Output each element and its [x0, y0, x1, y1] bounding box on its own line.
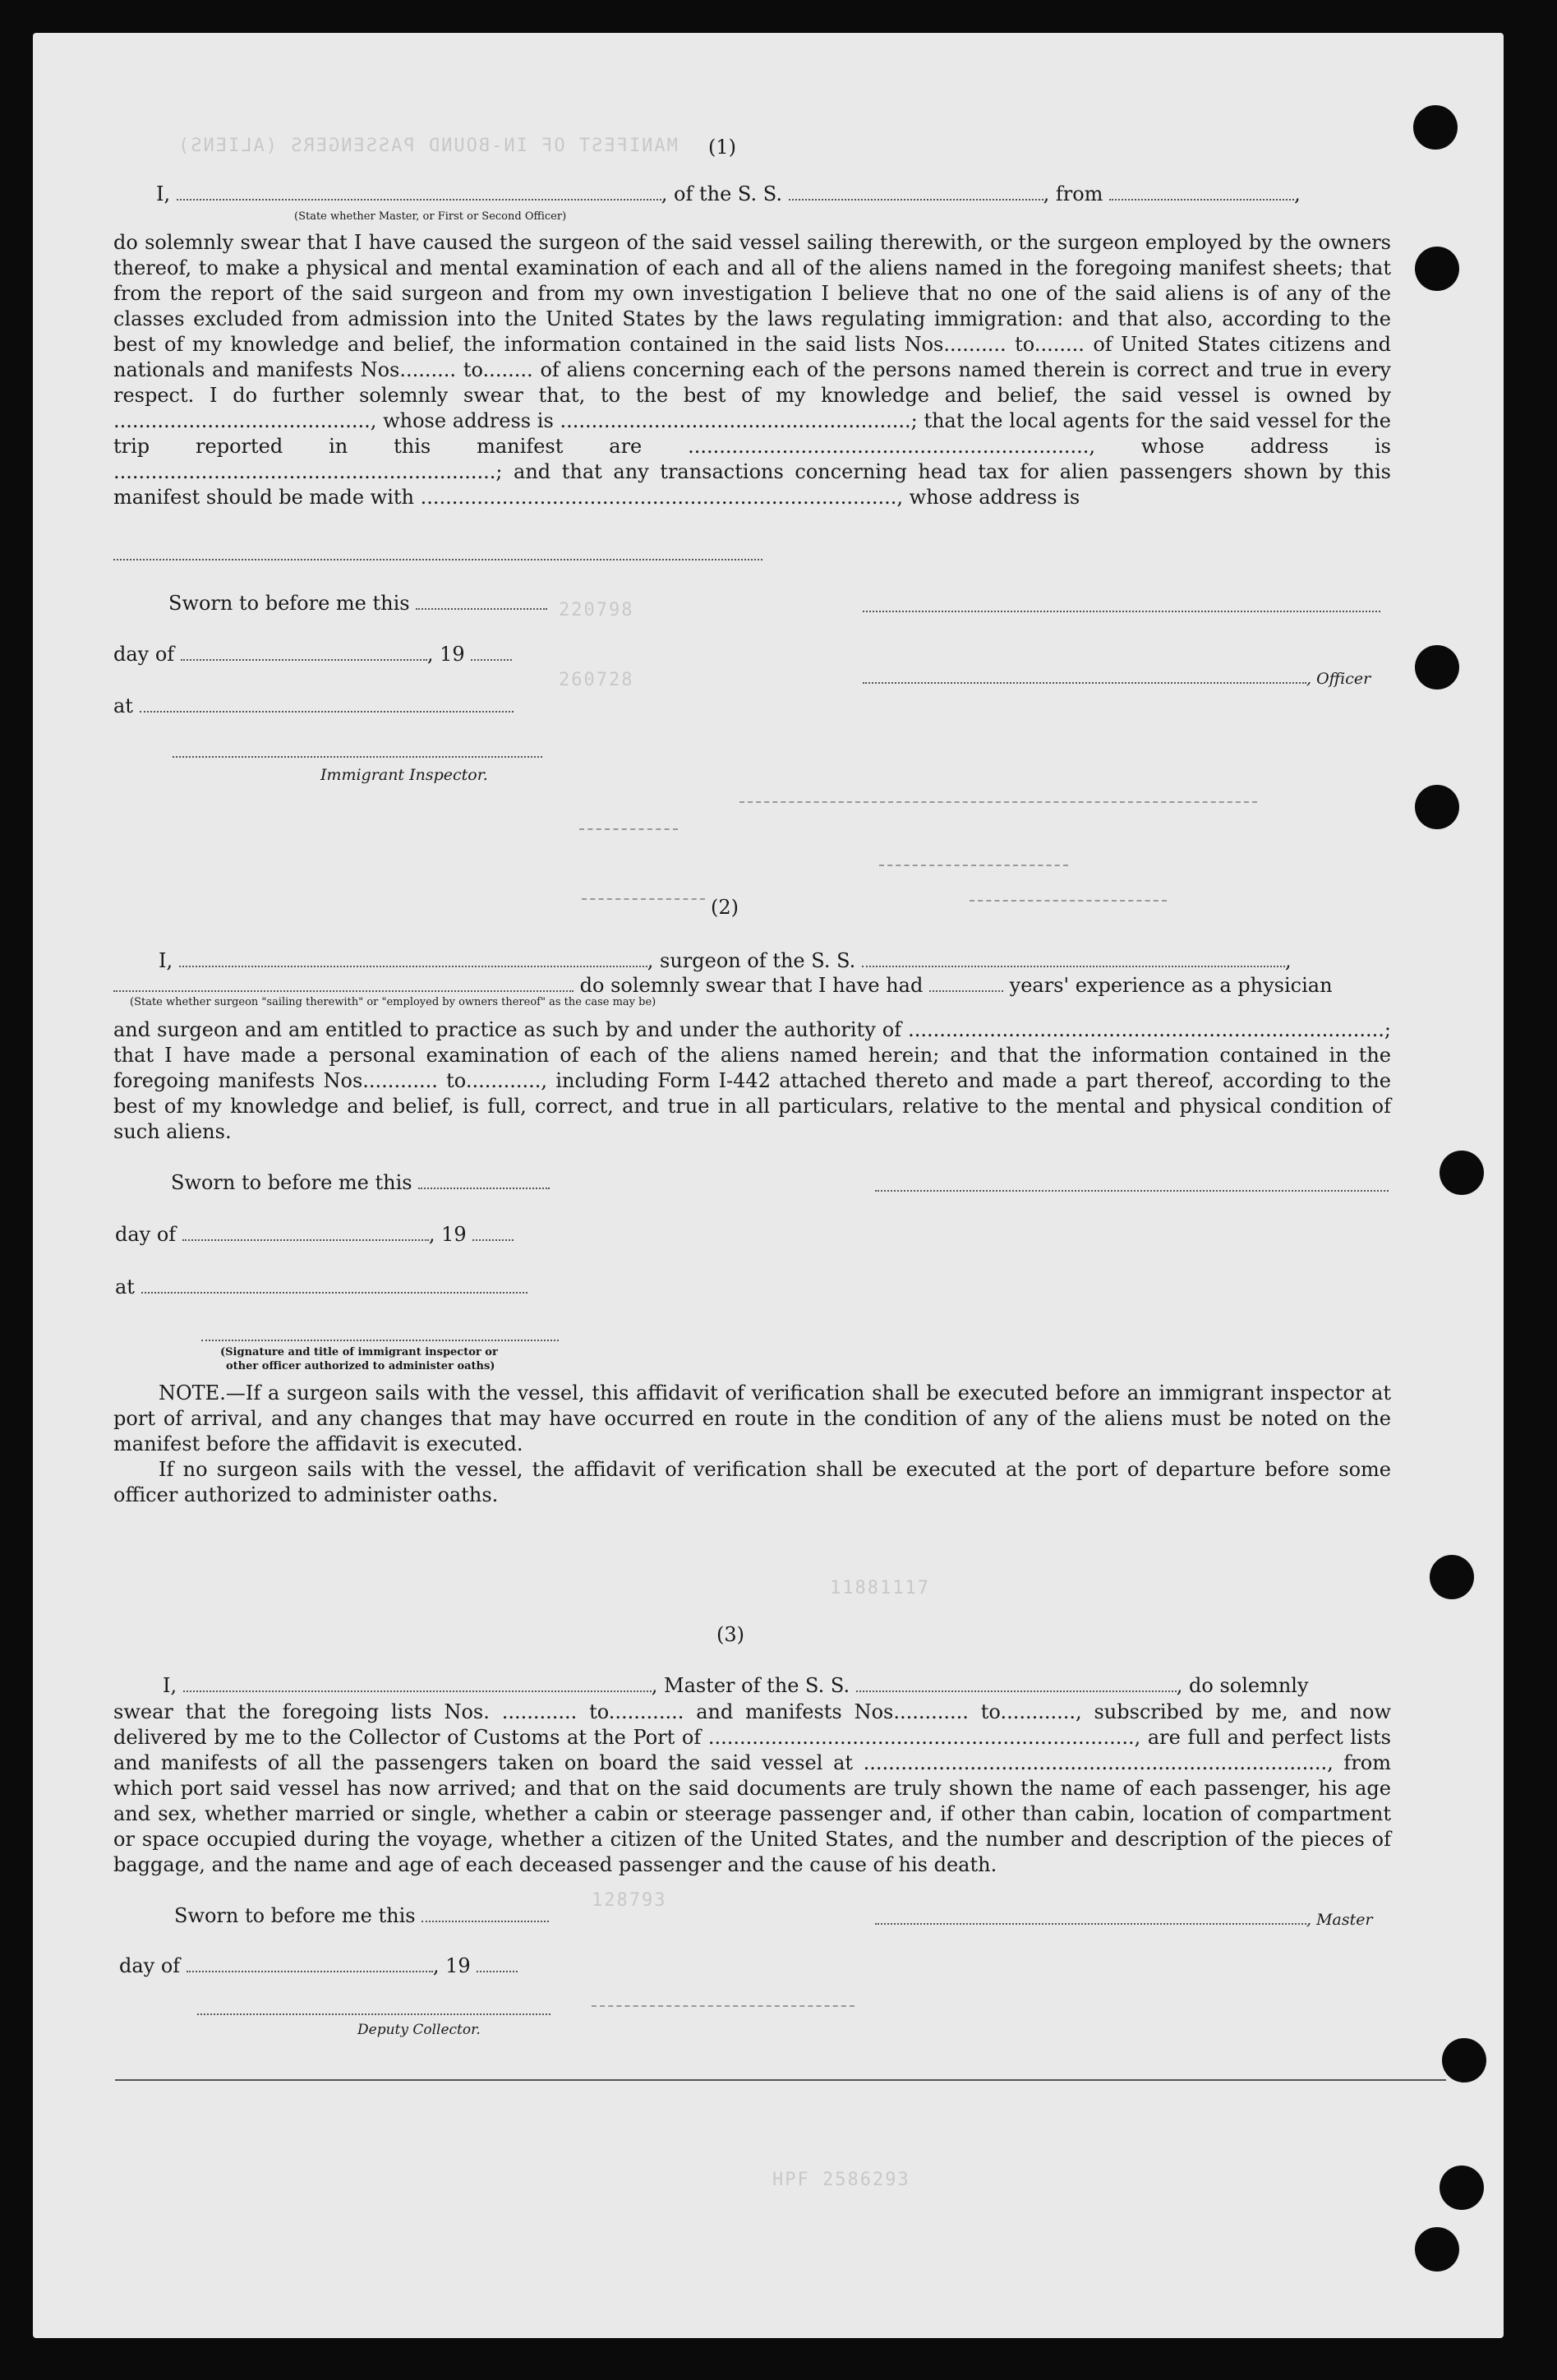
from-port-field[interactable]: [1109, 182, 1294, 201]
day-of-field-3[interactable]: [187, 1954, 433, 1972]
section-2-second-line: do solemnly swear that I have had years' experience as a physician: [113, 974, 1333, 997]
at-place-field[interactable]: [140, 694, 514, 713]
punch-hole: [1413, 105, 1458, 150]
section-2-day-of: day of , 19: [115, 1223, 514, 1246]
decorative-dashes: [579, 828, 678, 830]
surgeon-note: NOTE.—If a surgeon sails with the vessel, this affidavit of verification shall be executed before an immigrant inspector at port of arrival, and any changes that may have occurred en route in the condition of any of the aliens must be noted on the manifest before the affidavit is executed.: [113, 1381, 1391, 1455]
from-label: , from: [1043, 182, 1103, 205]
section-2-oath-paragraph: and surgeon and am entitled to practice as such by and under the authority of ............................................................................; that I have made a personal examination of each of the aliens named herein; and that the information contained in the foregoing manifests Nos............ to............, including Form I-442 attached thereto and made a part thereof, according to the best of my knowledge and belief, is full, correct, and true in all particulars, relative to the mental and physical condition of such aliens.: [113, 1018, 1391, 1143]
decorative-dashes: [592, 2005, 855, 2007]
punch-hole: [1440, 1151, 1484, 1195]
section-3-number: (3): [716, 1623, 744, 1646]
section-1-first-line: I, , of the S. S. , from ,: [156, 182, 1301, 205]
head-tax-address-line: [113, 559, 762, 560]
day-of-field-2[interactable]: [182, 1223, 429, 1241]
at-place-field-2[interactable]: [141, 1275, 527, 1294]
section-1-prefix: I,: [156, 182, 171, 205]
section-1-oath-paragraph: do solemnly swear that I have caused the surgeon of the said vessel sailing therewith, or the surgeon employed by the owners thereof, to make a physical and mental examination of each and all of the aliens named in the foregoing manifest sheets; that from the report of the said surgeon and from my own investigation I believe that no one of the said aliens is of any of the classes excluded from admission into the United States by the laws regulating immigration: and that also, according to the best of my knowledge and belief, the information contained in the said lists Nos.......... to........ of United States citizens and nationals and manifests Nos......... to........ of aliens concerning each of the persons named therein is correct and true in every respect. I do further solemnly swear that, to the best of my knowledge and belief, the said vessel is owned by ........................................., whose address is ........................................................; that the local agents for the said vessel for the trip reported in this manifest are ................................................................, whose address is .............................................................; and that any transactions concerning head tax for alien passengers shown by this manifest should be made with ............................................................................, whose address is: [113, 231, 1391, 509]
years-experience-field[interactable]: [929, 974, 1003, 992]
section-1-at: at: [113, 694, 514, 717]
section-2-number: (2): [711, 896, 739, 919]
punch-hole: [1415, 785, 1459, 829]
no-surgeon-note: If no surgeon sails with the vessel, the affidavit of verification shall be executed at the port of departure before some officer authorized to administer oaths.: [113, 1458, 1391, 1506]
bleed-through-text: 260728: [559, 670, 634, 690]
punch-hole: [1415, 2227, 1459, 2272]
sworn-date-field-3[interactable]: [421, 1904, 549, 1922]
section-1-number: (1): [708, 136, 736, 159]
bleed-through-text: 128793: [592, 1890, 667, 1911]
year-field[interactable]: [471, 643, 512, 661]
punch-hole: [1442, 2038, 1486, 2082]
section-3-first-line: I, , Master of the S. S. , do solemnly: [163, 1674, 1309, 1697]
decorative-dashes: [739, 801, 1257, 803]
section-1-sworn: Sworn to before me this: [168, 592, 547, 615]
section-2-signer-line-1: (Signature and title of immigrant inspector or: [220, 1346, 498, 1358]
section-2-sworn: Sworn to before me this: [171, 1171, 550, 1194]
section-1-day-of: day of , 19: [113, 643, 512, 666]
section-1-instruction: (State whether Master, or First or Second Officer): [294, 210, 567, 223]
sworn-date-field[interactable]: [416, 592, 547, 610]
decorative-dashes: [582, 898, 705, 900]
collector-signature-line: [197, 2013, 550, 2015]
year-field-3[interactable]: [477, 1954, 518, 1972]
sworn-date-field-2[interactable]: [418, 1171, 550, 1189]
manifest-affidavit-page: [33, 33, 1504, 2338]
officer-name-field[interactable]: [177, 182, 661, 201]
surgeon-ship-field[interactable]: [862, 949, 1285, 967]
bleed-through-text: HPF 2586293: [772, 2170, 910, 2190]
section-2-signer-line-2: other officer authorized to administer oaths): [226, 1360, 495, 1372]
inspector-signature-line-2: [201, 1340, 559, 1341]
punch-hole: [1430, 1555, 1474, 1599]
section-3-sworn: Sworn to before me this: [174, 1904, 549, 1927]
master-ship-field[interactable]: [856, 1674, 1177, 1692]
decorative-dashes: [970, 900, 1167, 902]
punch-hole: [1415, 645, 1459, 690]
decorative-dashes: [879, 865, 1068, 866]
punch-hole: [1415, 247, 1459, 291]
master-name-field[interactable]: [183, 1674, 652, 1692]
ship-name-field[interactable]: [789, 182, 1043, 201]
section-2-at: at: [115, 1275, 527, 1298]
immigrant-inspector-label: Immigrant Inspector.: [320, 766, 488, 784]
bleed-through-text: MANIFEST OF IN-BOUND PASSENGERS (ALIENS): [177, 136, 678, 156]
officer-title-line: , Officer: [863, 666, 1370, 689]
officer-signature-line: [863, 611, 1380, 612]
ship-label: , of the S. S.: [661, 182, 782, 205]
inspector-signature-line: [173, 756, 542, 758]
section-2-first-line: I, , surgeon of the S. S. ,: [159, 949, 1292, 972]
bottom-rule: [115, 2079, 1446, 2081]
section-3-oath-paragraph: swear that the foregoing lists Nos. ............ to............ and manifests Nos............ to............, subscribed by me, and now delivered by me to the Collector of Customs at the Port of ...................................................................., are full and perfect lists and manifests of all the passengers taken on board the said vessel at .........................................................................., from which port said vessel has now arrived; and that on the said documents are truly shown the name of each passenger, his age and sex, whether married or single, whether a cabin or steerage passenger and, if other than cabin, location of compartment or space occupied during the voyage, whether a citizen of the United States, and the number and description of the pieces of baggage, and the name and age of each deceased passenger and the cause of his death.: [113, 1700, 1391, 1876]
surgeon-name-field[interactable]: [179, 949, 647, 967]
section-3-day-of: day of , 19: [119, 1954, 518, 1977]
year-field-2[interactable]: [472, 1223, 514, 1241]
section-2-instruction: (State whether surgeon "sailing therewith" or "employed by owners thereof" as the case may be): [130, 996, 656, 1008]
surgeon-signature-line: [875, 1190, 1389, 1192]
bleed-through-text: 220798: [559, 600, 634, 620]
bleed-through-text: 11881117: [830, 1578, 930, 1598]
deputy-collector-label: Deputy Collector.: [357, 2022, 481, 2038]
day-of-field[interactable]: [181, 643, 427, 661]
punch-hole: [1440, 2166, 1484, 2210]
master-signature-line: , Master: [875, 1907, 1373, 1930]
